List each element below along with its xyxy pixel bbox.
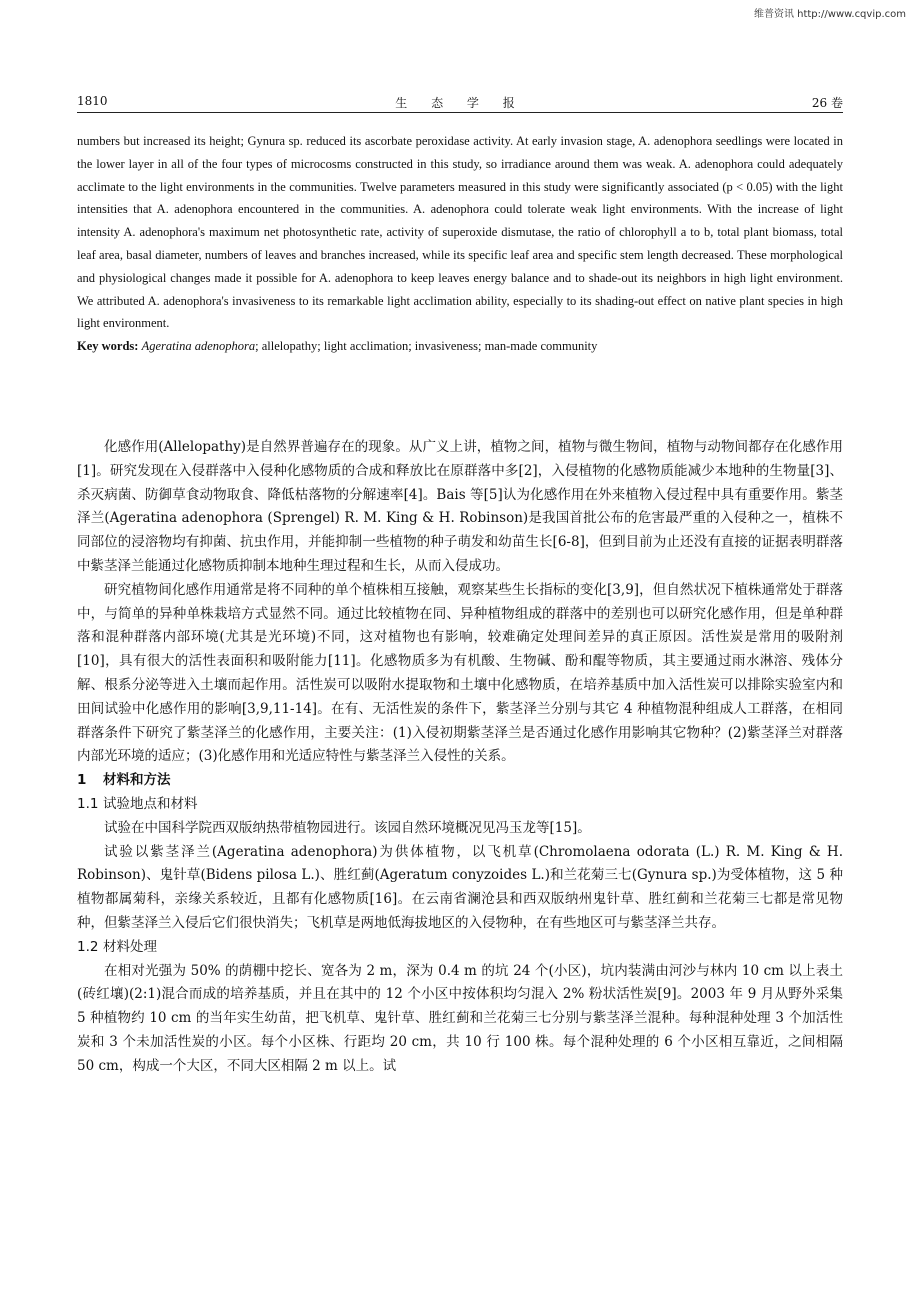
subsection-title: 材料处理 — [103, 938, 157, 955]
intro-paragraph-2: 研究植物间化感作用通常是将不同种的单个植株相互接触，观察某些生长指标的变化[3,9]，但自然状况下植株通常处于群落中，与简单的异种单株栽培方式显然不同。通过比较植物在同、异种植物组成的群落中的差别也可以研究化感作用，但是单种群落和混种群落内部环境(尤其是光环境)不同，这对植物也有影响，较难确定处理间差异的真正原因。活性炭是常用的吸附剂[10]，具有很大的活性表面积和吸附能力[11]。化感物质多为有机酸、生物碱、酚和醌等物质，其主要通过雨水淋溶、残体分解、根系分泌等进入土壤而起作用。活性炭可以吸附水提取物和土壤中化感物质，在培养基质中加入活性炭可以排除实验室内和田间试验中化感作用的影响[3,9,11-14]。在有、无活性炭的条件下，紫茎泽兰分别与其它 4 种植物混种组成人工群落，在相同群落条件下研究了紫茎泽兰的化感作用，主要关注：(1)入侵初期紫茎泽兰是否通过化感作用影响其它物种？(2)紫茎泽兰对群落内部光环境的适应；(3)化感作用和光适应特性与紫茎泽兰入侵性的关系。 — [77, 581, 843, 765]
keywords-label: Key words: — [77, 339, 139, 354]
subsection-heading-1-2 — [77, 936, 843, 960]
section-title: 材料和方法 — [103, 772, 171, 789]
section-heading-1 — [77, 769, 843, 793]
keywords-line — [77, 335, 843, 358]
abstract-text: numbers but increased its height; Gynura sp. reduced its ascorbate peroxidase activity. At early invasion stage, A. adenophora seedlings were located in the lower layer in all of the four types of microcosms constructed in this study, so irradiance around them was weak. A. adenophora could adequately acclimate to the light environments in the communities. Twelve parameters measured in this study were significantly associated (p < 0.05) with the light intensities that A. adenophora encountered in the communities. A. adenophora could tolerate weak light environments. With the increase of light intensity A. adenophora's maximum net photosynthetic rate, activity of superoxide dismutase, the ratio of chlorophyll a to b, total plant biomass, total leaf area, basal diameter, numbers of leaves and branches increased, while its specific leaf area and specific stem length decreased. These morphological and physiological changes made it possible for A. adenophora to keep leaves energy balance and to shade-out its neighbors in high light environment. We attributed A. adenophora's invasiveness to its remarkable light acclimation ability, especially to its shading-out effect on native plant species in high light environment. — [77, 134, 843, 331]
article-body — [77, 436, 843, 1079]
section-number: 1 — [77, 772, 87, 789]
watermark: 维普资讯 http://www.cqvip.com — [753, 9, 906, 20]
intro-paragraph-1: 化感作用(Allelopathy)是自然界普遍存在的现象。从广义上讲，植物之间，植物与微生物间，植物与动物间都存在化感作用[1]。研究发现在入侵群落中入侵种化感物质的合成和释放比在原群落中多[2]，入侵植物的化感物质能减少本地种的生物量[3]、杀灭病菌、防御草食动物取食、降低枯落物的分解速率[4]。Bais 等[5]认为化感作用在外来植物入侵过程中具有重要作用。紫茎泽兰(Ageratina adenophora (Sprengel) R. M. King & H. Robinson)是我国首批公布的危害最严重的入侵种之一，植株不同部位的浸溶物均有抑菌、抗虫作用，并能抑制一些植物的种子萌发和幼苗生长[6-8]，但到目前为止还没有直接的证据表明群落中紫茎泽兰能通过化感物质抑制本地种生理过程和生长，从而入侵成功。 — [77, 439, 843, 574]
subsection-number: 1.2 — [77, 938, 99, 955]
journal-title: 生 态 学 报 — [395, 96, 525, 110]
running-header — [77, 94, 843, 113]
english-abstract — [77, 130, 843, 358]
subsection-heading-1-1 — [77, 793, 843, 817]
keyword-species: Ageratina adenophora — [141, 339, 256, 354]
subsection-number: 1.1 — [77, 795, 99, 812]
treatment-paragraph: 在相对光强为 50% 的荫棚中挖长、宽各为 2 m，深为 0.4 m 的坑 24 个(小区)，坑内装满由河沙与林内 10 cm 以上表土(砖红壤)(2:1)混合而成的培养基质，并且在其中的 12 个小区中按体积均匀混入 2% 粉状活性炭[9]。2003 年 9 月从野外采集 5 种植物约 10 cm 的当年实生幼苗，把飞机草、鬼针草、胜红蓟和兰花菊三七分别与紫茎泽兰混种。每种混种处理 3 个加活性炭和 3 个未加活性炭的小区。每个小区株、行距均 20 cm，共 10 行 100 株。每个混种处理的 6 个小区相互靠近，之间相隔 50 cm，构成一个大区，不同大区相隔 2 m 以上。试 — [77, 962, 843, 1074]
site-paragraph: 试验在中国科学院西双版纳热带植物园进行。该园自然环境概况见冯玉龙等[15]。 — [104, 819, 591, 836]
keywords-list: ; allelopathy; light acclimation; invasiveness; man-made community — [255, 339, 598, 354]
subsection-title: 试验地点和材料 — [103, 795, 198, 812]
volume-label: 26 卷 — [811, 96, 843, 110]
page-number: 1810 — [77, 94, 108, 108]
materials-paragraph: 试验以紫茎泽兰(Ageratina adenophora)为供体植物，以飞机草(Chromolaena odorata (L.) R. M. King & H. Robinson)、鬼针草(Bidens pilosa L.)、胜红蓟(Ageratum conyzoides L.)和兰花菊三七(Gynura sp.)为受体植物，这 5 种植物都属菊科，亲缘关系较近，且都有化感物质[16]。在云南省澜沧县和西双版纳州鬼针草、胜红蓟和兰花菊三七都是常见物种，但紫茎泽兰入侵后它们很快消失；飞机草是两地低海拔地区的入侵物种，在有些地区可与紫茎泽兰共存。 — [77, 843, 843, 931]
